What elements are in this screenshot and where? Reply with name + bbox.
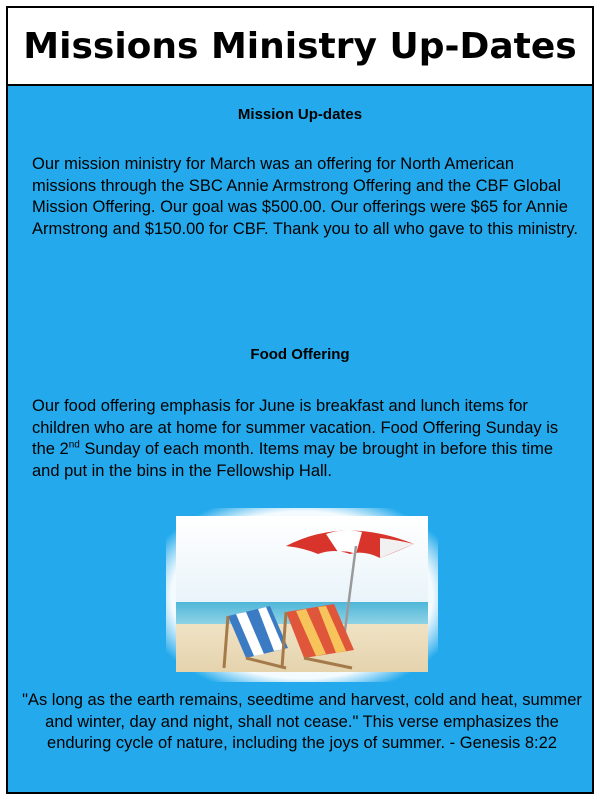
food-heading: Food Offering (250, 346, 350, 363)
beach-umbrella-image (166, 508, 438, 682)
title-banner (6, 6, 594, 86)
food-body-ordinal: nd (68, 439, 80, 451)
food-body (32, 396, 580, 482)
sky (176, 516, 428, 602)
content-panel (6, 86, 594, 794)
mission-heading: Mission Up-dates (237, 106, 363, 123)
mission-body: Our mission ministry for March was an offering for North American missions through the SBC Annie Armstrong Offering and the CBF Global Mission Offering. Our goal was $500.00. Our offerings were $65 for Annie Armstrong and $150.00 for CBF. Thank you to all who gave to this ministry. (32, 155, 578, 238)
food-paragraph (32, 396, 580, 482)
food-body-part1: Our food offering emphasis for June is breakfast and lunch items for children who are at home for summer vacation. Food Offering Sunday is the 2 (32, 397, 559, 458)
page-title: Missions Ministry Up-Dates (23, 25, 577, 67)
bible-quote: "As long as the earth remains, seedtime and harvest, cold and heat, summer and winter, day and night, shall not cease." This verse emphasizes the enduring cycle of nature, including the joys of summer. - Genesis 8:22 (22, 691, 582, 752)
mission-paragraph (32, 154, 580, 240)
food-body-part2: Sunday of each month. Items may be brought in before this time and put in the bins in the Fellowship Hall. (32, 440, 554, 480)
